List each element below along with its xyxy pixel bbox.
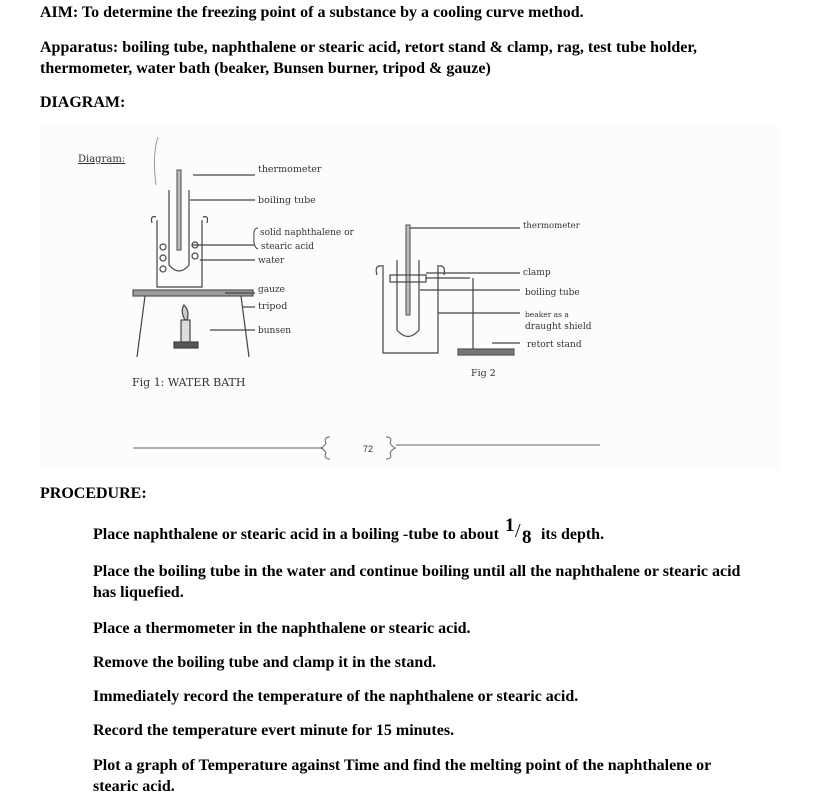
thermometer-sketch <box>177 170 181 250</box>
label-boiling-tube-1: boiling tube <box>258 195 316 206</box>
label-beaker-as-a: beaker as a <box>525 310 569 319</box>
fig2-caption: Fig 2 <box>471 368 496 379</box>
aim-heading: AIM: To determine the freezing point of a substance by a cooling curve method. <box>40 4 584 21</box>
label-stearic-acid: stearic acid <box>261 242 315 252</box>
bunsen-sketch <box>174 342 198 348</box>
fraction-numerator: 1 <box>504 515 515 536</box>
retort-stand-sketch <box>458 349 514 355</box>
procedure-step-5: Immediately record the temperature of the naphthalene or stearic acid. <box>93 688 579 705</box>
procedure-step-6: Record the temperature evert minute for 15 minutes. <box>93 722 455 739</box>
procedure-step-1 <box>93 515 753 548</box>
apparatus-list: Apparatus: boiling tube, naphthalene or stearic acid, retort stand & clamp, rag, test tube holder, thermometer, water bath (beaker, Bunsen burner, tripod & gauze) <box>40 39 698 77</box>
procedure-step-4: Remove the boiling tube and clamp it in the stand. <box>93 654 437 671</box>
diagram-heading: DIAGRAM: <box>40 94 126 111</box>
scanned-diagram <box>40 125 780 470</box>
fraction-slash: / <box>514 520 521 542</box>
label-thermometer-1: thermometer <box>258 164 322 175</box>
label-retort-stand: retort stand <box>527 340 582 350</box>
label-gauze: gauze <box>258 285 285 295</box>
label-boiling-tube-2: boiling tube <box>525 288 580 298</box>
label-draught-shield: draught shield <box>525 322 592 332</box>
procedure-step-7: Plot a graph of Temperature against Time and find the melting point of the naphthalene or stearic acid. <box>93 757 711 795</box>
diagram-subheading: Diagram: <box>78 154 126 165</box>
fig1-water-bath <box>133 170 255 357</box>
label-bunsen: bunsen <box>258 326 292 336</box>
label-clamp: clamp <box>523 268 551 278</box>
thermometer-sketch-2 <box>406 225 410 315</box>
step-1-text-before: Place naphthalene or stearic acid in a boiling -tube to about <box>93 526 503 543</box>
label-solid-naphthalene: solid naphthalene or <box>260 228 354 238</box>
step-1-text-after: its depth. <box>536 526 605 543</box>
apparatus-diagram <box>40 125 780 470</box>
one-eighth-fraction <box>503 515 537 548</box>
fig2-cooling-setup <box>376 225 520 355</box>
fraction-denominator: 8 <box>521 527 532 548</box>
fig1-caption: Fig 1: WATER BATH <box>132 376 246 389</box>
label-tripod: tripod <box>258 301 288 312</box>
label-thermometer-2: thermometer <box>523 221 580 231</box>
procedure-step-3: Place a thermometer in the naphthalene or stearic acid. <box>93 620 471 637</box>
procedure-step-2: Place the boiling tube in the water and continue boiling until all the naphthalene or stearic acid has liquefied. <box>93 563 741 601</box>
page-number: 72 <box>362 444 374 454</box>
procedure-heading: PROCEDURE: <box>40 485 147 502</box>
label-water: water <box>258 256 285 266</box>
